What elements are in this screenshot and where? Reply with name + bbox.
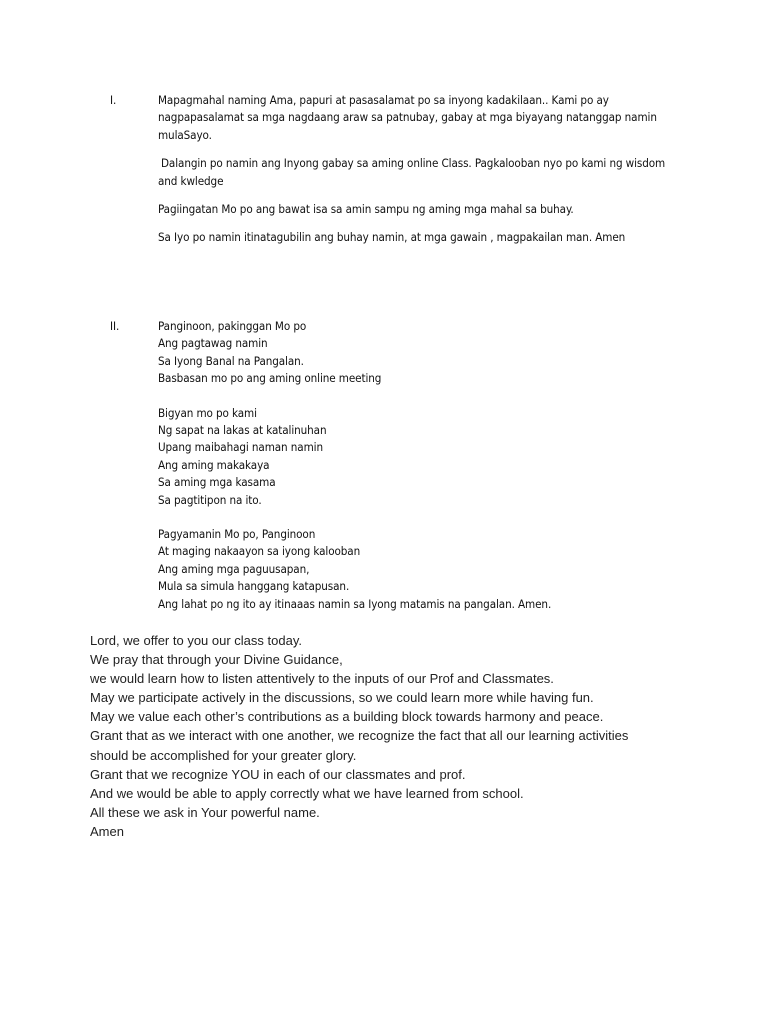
prayer-line: And we would be able to apply correctly what we have learned from school. [90,785,524,801]
prayer-line: We pray that through your Divine Guidance, [90,652,343,668]
paragraph: Dalangin po namin ang Inyong gabay sa aming online Class. Pagkalooban nyo po kami ng wisdom and kwledge [158,156,666,188]
verse-line: Upang maibahagi naman namin [158,440,323,455]
stanza [158,526,668,613]
verse-line: Ang aming makakaya [158,457,270,472]
prayer-line: May we value each other’s contributions as a building block towards harmony and peace. [90,709,604,725]
prayer-line: we would learn how to listen attentively to the inputs of our Prof and Classmates. [90,671,554,687]
prayer-line: should be accomplished for your greater glory. [90,747,357,763]
verse-line: Panginoon, pakinggan Mo po [158,319,307,333]
verse-line: Sa Iyong Banal na Pangalan. [158,353,304,368]
prayer-line: Lord, we offer to you our class today. [90,633,302,648]
prayer-line: May we participate actively in the discussions, so we could learn more while having fun. [90,690,594,706]
paragraph: Mapagmahal naming Ama, papuri at pasasalamat po sa inyong kadakilaan.. Kami po ay nagpapasalamat sa mga nagdaang araw sa patnubay, gabay at mga biyayang natanggap namin mulaSayo. [158,93,657,142]
stanza [158,318,668,388]
verse-line: At maging nakaayon sa iyong kalooban [158,544,361,559]
verse-line: Sa pagti̇ti̇pon na ito. [158,492,262,507]
prayer-line: Amen [90,823,124,839]
verse-line: Ng sapat na lakas at katalinuhan [158,423,327,438]
stanza [158,405,668,509]
verse-line: Ang pagtawag namin [158,336,268,351]
english-prayer [90,631,690,841]
paragraph: Pagiingatan Mo po ang bawat isa sa amin sampu ng aming mga mahal sa buhay. [158,202,574,217]
section-body [158,92,668,258]
verse-line: Mula sa simula hanggang katapusan. [158,579,350,594]
prayer-line: All these we ask in Your powerful name. [90,804,320,820]
section-numeral: I. [110,93,117,107]
verse-line: Ang lahat po ng ito ay iti̇naaas namin sa Iyong matamis na pangalan. Amen. [158,596,552,611]
verse-line: Pagyamanin Mo po, Panginoon [158,527,316,542]
verse-line: Ang aming mga paguusapan, [158,561,310,576]
verse-line: Basbasan mo po ang aming online meeti̇ng [158,371,382,386]
verse-line: Bigyan mo po kami [158,405,257,420]
prayer-line: Grant that we recognize YOU in each of our classmates and prof. [90,766,466,782]
prayer-line: Grant that as we interact with one another, we recognize the fact that all our learning activities [90,728,629,744]
paragraph: Sa Iyo po namin iti̇natagubilin ang buhay namin, at mga gawain , magpakailan man. Amen [158,230,626,245]
section-numeral: II. [110,319,120,333]
verse-line: Sa aming mga kasama [158,475,276,490]
section-body [158,318,668,630]
